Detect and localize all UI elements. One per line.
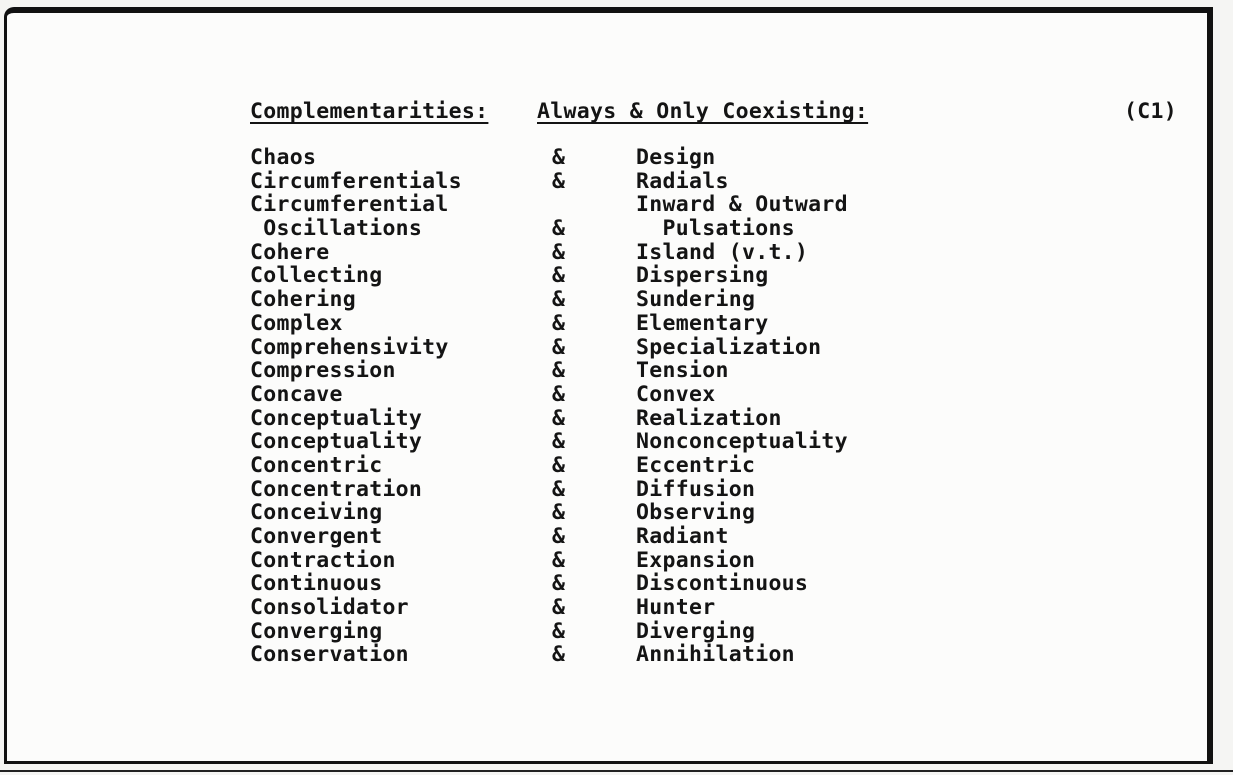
left-term: Complex [250, 310, 343, 336]
right-term: Elementary [636, 310, 769, 336]
ampersand: & [552, 216, 566, 242]
left-term: Cohering [250, 287, 356, 313]
ampersand: & [552, 287, 566, 313]
left-term: Concentric [250, 452, 383, 478]
left-term: Converging [250, 618, 383, 644]
left-term: Cohere [250, 239, 330, 265]
left-term: Concave [250, 381, 343, 407]
list-item [0, 241, 1233, 265]
ampersand: & [552, 642, 566, 668]
right-term: Pulsations [636, 216, 795, 242]
section-code: (C1) [1124, 99, 1177, 124]
left-term: Convergent [250, 524, 383, 549]
list-item [0, 643, 1233, 667]
right-term: Convex [636, 381, 716, 407]
right-term: Nonconceptuality [636, 429, 848, 455]
list-item [0, 430, 1233, 454]
list-item [0, 146, 1233, 170]
ampersand: & [552, 334, 566, 360]
right-term: Specialization [636, 334, 822, 360]
right-term: Realization [636, 405, 782, 431]
list-item [0, 501, 1233, 525]
left-term: Continuous [250, 571, 383, 597]
right-term: Design [636, 145, 716, 170]
header-coexisting: Always & Only Coexisting: [537, 99, 869, 124]
ampersand: & [552, 476, 566, 502]
complementarity-list [0, 146, 1233, 667]
left-term: Contraction [250, 547, 396, 573]
ampersand: & [552, 524, 566, 549]
list-item [0, 359, 1233, 383]
left-term: Compression [250, 358, 396, 384]
ampersand: & [552, 571, 566, 597]
left-term: Comprehensivity [250, 334, 449, 360]
list-item [0, 407, 1233, 431]
ampersand: & [552, 145, 566, 170]
left-term: Collecting [250, 263, 383, 289]
header-complementarities: Complementarities: [250, 99, 489, 124]
right-term: Discontinuous [636, 571, 809, 597]
ampersand: & [552, 429, 566, 455]
right-term: Dispersing [636, 263, 769, 289]
right-term: Radials [636, 168, 729, 194]
ampersand: & [552, 452, 566, 478]
list-item [0, 525, 1233, 549]
left-term: Chaos [250, 145, 317, 170]
ampersand: & [552, 500, 566, 526]
left-term: Conceiving [250, 500, 383, 526]
left-term: Circumferentials [250, 168, 462, 194]
right-term: Tension [636, 358, 729, 384]
ampersand: & [552, 618, 566, 644]
list-item [0, 193, 1233, 217]
ampersand: & [552, 239, 566, 265]
left-term: Consolidator [250, 595, 409, 621]
left-term: Oscillations [250, 216, 423, 242]
right-term: Sundering [636, 287, 756, 313]
left-term: Conservation [250, 642, 409, 668]
right-term: Eccentric [636, 452, 756, 478]
right-term: Island (v.t.) [636, 239, 809, 265]
right-term: Diverging [636, 618, 756, 644]
ampersand: & [552, 263, 566, 289]
list-item [0, 620, 1233, 644]
list-item [0, 549, 1233, 573]
right-term: Radiant [636, 524, 729, 549]
ampersand: & [552, 405, 566, 431]
list-item [0, 336, 1233, 360]
right-term: Observing [636, 500, 756, 526]
list-item [0, 264, 1233, 288]
ampersand: & [552, 381, 566, 407]
right-term: Expansion [636, 547, 756, 573]
left-term: Conceptuality [250, 429, 423, 455]
ampersand: & [552, 547, 566, 573]
list-item [0, 454, 1233, 478]
list-item [0, 383, 1233, 407]
list-item [0, 572, 1233, 596]
right-term: Inward & Outward [636, 192, 848, 218]
right-term: Diffusion [636, 476, 756, 502]
ampersand: & [552, 595, 566, 621]
left-term: Conceptuality [250, 405, 423, 431]
left-term: Concentration [250, 476, 423, 502]
list-item [0, 596, 1233, 620]
list-item [0, 478, 1233, 502]
right-term: Annihilation [636, 642, 795, 668]
right-term: Hunter [636, 595, 716, 621]
ampersand: & [552, 168, 566, 194]
list-item [0, 217, 1233, 241]
list-item [0, 170, 1233, 194]
left-term: Circumferential [250, 192, 449, 218]
list-item [0, 288, 1233, 312]
ampersand: & [552, 358, 566, 384]
list-item [0, 312, 1233, 336]
ampersand: & [552, 310, 566, 336]
